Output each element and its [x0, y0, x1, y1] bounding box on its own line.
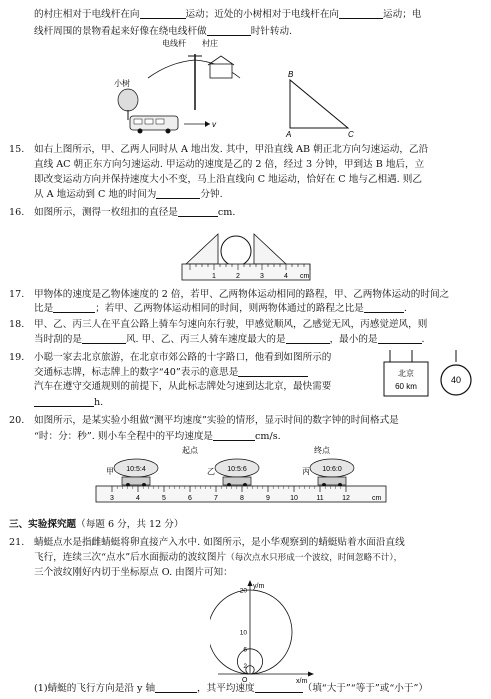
car-label: 甲 [106, 467, 114, 476]
ruler [182, 264, 310, 280]
intro-text: 线杆周围的景物看起来好像在绕电线杆做 [34, 26, 207, 37]
track-tick-label: 8 [240, 495, 244, 502]
ruler-tick-label: 3 [260, 273, 264, 280]
q20-text: cm/s. [255, 431, 281, 442]
x-axis-label: x/m [296, 678, 308, 684]
q21-text: （填“大于”“等于”或“小于”） [302, 683, 428, 694]
answer-blank[interactable] [238, 366, 308, 377]
q18-line-1: 甲、乙、丙三人在平直公路上骑车匀速向东行驶，甲感觉顺风，乙感觉无风，丙感觉逆风，则 [34, 319, 428, 330]
q18-text: . [421, 334, 425, 345]
y-tick-label: 6 [243, 646, 247, 654]
q20-line-1: 如图所示，是某实验小组做“测平均速度”实验的情形，显示时间的数字钟的时间格式是 [34, 415, 399, 426]
y-tick-label: 10 [239, 629, 247, 637]
q21-line-1: 蜻蜓点水是指雌蜻蜓将卵直接产入水中. 如图所示，是小华观察到的蜻蜓贴着水面沿直线 [34, 537, 405, 548]
q18-text: 当时刮的是 [34, 334, 82, 345]
q21-sub-1 [34, 682, 428, 695]
cart-icon [122, 477, 150, 485]
track-tick-label: 4 [136, 495, 140, 502]
traffic-sign-figure [380, 350, 480, 408]
q15-line-1: 如右上图所示，甲、乙两人同时从 A 地出发. 其中，甲沿直线 AB 朝正北方向匀速运动，乙沿 [34, 144, 429, 155]
q20-number: 20. [9, 415, 25, 426]
answer-blank[interactable] [378, 333, 422, 344]
q17-text: 比是 [34, 303, 54, 314]
q19-line-2 [34, 366, 308, 379]
ripple-circle [210, 587, 292, 674]
section-note: （每题 6 分，共 12 分） [76, 519, 184, 530]
q15-line-2: 直线 AC 朝正东方向匀速运动. 甲运动的速度是乙的 2 倍，经过 3 分钟，甲到达 B 地后，立 [34, 159, 425, 170]
car-label: 丙 [302, 467, 310, 476]
tree-label: 小树 [114, 79, 130, 88]
y-tick-label: 20 [239, 587, 247, 595]
village-house-icon [210, 64, 232, 78]
point-a-label: A [286, 130, 292, 138]
cart-icon [318, 477, 346, 485]
clock-reading: 10:6:0 [322, 466, 342, 473]
triangle-figure [280, 68, 360, 138]
q21-line-2 [34, 551, 402, 565]
track-tick-label: 6 [188, 495, 192, 502]
intro-text: 运动；电 [383, 9, 422, 20]
tree-icon [118, 89, 138, 111]
answer-blank[interactable] [82, 333, 126, 344]
answer-blank[interactable] [339, 8, 383, 19]
track-tick-label: 7 [214, 495, 218, 502]
q16-text: 如图所示，测得一枚纽扣的直径是 [34, 207, 178, 218]
section-3-heading [9, 518, 183, 531]
q16-text: cm. [217, 207, 236, 218]
q16-line [34, 206, 235, 219]
answer-blank[interactable] [53, 302, 95, 313]
q17-number: 17. [9, 289, 25, 300]
intro-line-1 [34, 8, 421, 21]
x-axis-arrow [308, 672, 314, 677]
car-label: 乙 [207, 467, 215, 476]
set-square-right [254, 234, 286, 264]
answer-blank[interactable] [207, 25, 251, 36]
track-figure [92, 444, 392, 516]
q17-line-1: 甲物体的速度是乙物体速度的 2 倍，若甲、乙两物体运动相同的路程，甲、乙两物体运动的时间之 [34, 289, 450, 300]
sign-distance: 60 km [395, 382, 417, 391]
q15-number: 15. [9, 144, 25, 155]
q19-text: h. [94, 397, 104, 408]
q18-text: ，最小的是 [329, 334, 378, 345]
q19-number: 19. [9, 352, 25, 363]
cart-icon [223, 477, 251, 485]
answer-blank[interactable] [255, 682, 303, 693]
y-axis-arrow [248, 580, 253, 586]
answer-blank[interactable] [178, 206, 218, 217]
q20-text: “时：分：秒”. 则小车全程中的平均速度是 [34, 431, 214, 442]
triangle-abc [290, 80, 348, 128]
set-square-left [186, 234, 218, 264]
q21-note: （每次点水只形成一个波纹，时间忽略不计）， [226, 553, 403, 563]
q21-text: ，其平均速度 [197, 683, 255, 694]
intro-line-2 [34, 25, 292, 38]
origin-label: O [242, 677, 248, 684]
pole-village-figure [110, 38, 270, 134]
q17-text: . [403, 303, 407, 314]
q19-line-4 [34, 396, 103, 409]
velocity-label: v [212, 120, 216, 129]
q21-line-3: 三个波纹刚好内切于坐标原点 O. 由图片可知： [34, 567, 233, 578]
pole-label: 电线杆 [162, 39, 186, 48]
section-title: 三、实验探究题 [9, 519, 77, 530]
answer-blank[interactable] [213, 430, 255, 441]
ruler-tick-label: 1 [212, 273, 216, 280]
track-tick-label: 12 [342, 495, 350, 502]
q21-text: (1)蜻蜓的飞行方向是沿 y 轴 [34, 683, 156, 694]
q19-line-3: 汽车在遵守交通规则的前提下，从此标志牌处匀速到达北京，最快需要 [34, 381, 332, 392]
speed-limit-value: 40 [450, 375, 462, 385]
answer-blank[interactable] [156, 188, 200, 199]
ruler-tick-label: 2 [236, 273, 240, 280]
answer-blank[interactable] [364, 302, 404, 313]
track-tick-label: 3 [110, 495, 114, 502]
y-tick-label: 2 [243, 663, 247, 671]
q18-number: 18. [9, 319, 25, 330]
q15-text: 从 A 地运动到 C 地的时间为 [34, 189, 157, 200]
point-c-label: C [348, 130, 354, 138]
q15-text: 分钟. [200, 189, 223, 200]
button-ruler-figure [176, 220, 316, 284]
track-tick-label: 11 [316, 495, 324, 502]
q18-text: 风. 甲、乙、丙三人骑车速度最大的是 [125, 334, 286, 345]
q20-line-2 [34, 430, 281, 443]
answer-blank[interactable] [34, 396, 94, 407]
sign-city: 北京 [398, 369, 414, 378]
answer-blank[interactable] [286, 333, 330, 344]
q19-text: 交通标志牌，标志牌上的数字“40”表示的意思是 [34, 367, 239, 378]
q19-line-1: 小聪一家去北京旅游，在北京市郊公路的十字路口，他看到如图所示的 [34, 352, 332, 363]
track-tick-label: 5 [162, 495, 166, 502]
q18-line-2 [34, 333, 425, 346]
ruler-tick-label: 4 [284, 273, 288, 280]
answer-blank[interactable] [140, 8, 186, 19]
q17-text: ；若甲、乙两物体运动相同的时间，则两物体通过的路程之比是 [95, 303, 364, 314]
track-tick-label: 9 [266, 495, 270, 502]
end-label: 终点 [314, 446, 330, 455]
intro-text: 时针转动. [250, 26, 293, 37]
village-label: 村庄 [202, 39, 218, 48]
ruler-unit-label: cm [300, 273, 310, 280]
q15-line-4 [34, 188, 223, 201]
intro-text: 运动；近处的小树相对于电线杆在向 [185, 9, 340, 20]
button-icon [221, 236, 251, 266]
q16-number: 16. [9, 207, 25, 218]
clock-reading: 10:5:4 [126, 466, 146, 473]
track-tick-label: 10 [290, 495, 298, 502]
ripple-plot [210, 578, 320, 684]
intro-text: 的村庄相对于电线杆在向 [34, 9, 140, 20]
answer-blank[interactable] [155, 682, 197, 693]
clock-reading: 10:5:6 [227, 466, 247, 473]
q17-line-2 [34, 302, 407, 315]
q15-line-3: 即改变运动方向并保持速度大小不变，马上沿直线向 C 地运动，恰好在 C 地与乙相遇. 则乙 [34, 174, 422, 185]
y-axis-label: y/m [253, 583, 265, 590]
point-b-label: B [288, 70, 294, 79]
q21-number: 21. [9, 537, 25, 548]
q21-text: 飞行，连续三次“点水”后水面振动的波纹图片 [34, 552, 227, 563]
start-label: 起点 [182, 446, 198, 455]
track-unit-label: cm [372, 495, 382, 502]
